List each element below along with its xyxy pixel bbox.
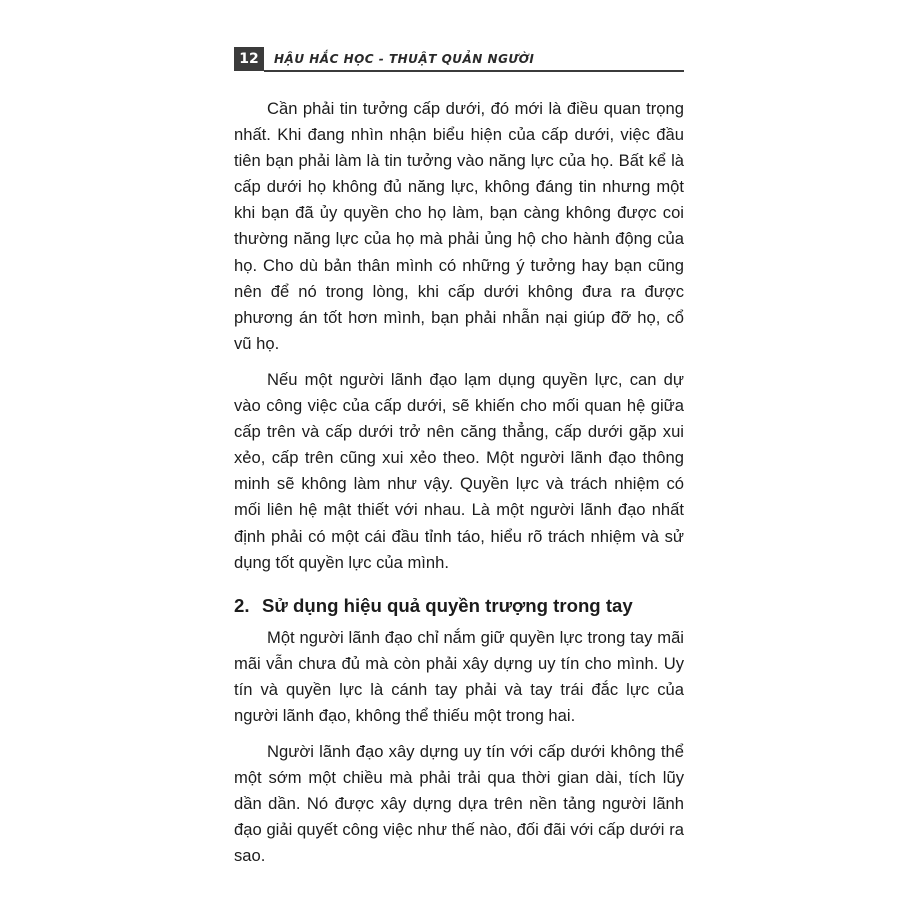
section-title: Sử dụng hiệu quả quyền trượng trong tay xyxy=(262,594,633,616)
paragraph-2: Nếu một người lãnh đạo lạm dụng quyền lực, can dự vào công việc của cấp dưới, sẽ khiến cho mối quan hệ giữa cấp trên và cấp dưới trở nên căng thẳng, cấp dưới gặp xui xẻo, cấp trên cũng xui xẻo theo. Một người lãnh đạo thông minh sẽ không làm như vậy. Quyền lực và trách nhiệm có mối liên hệ mật thiết với nhau. Là một người lãnh đạo nhất định phải có một cái đầu tỉnh táo, hiểu rõ trách nhiệm và sử dụng tốt quyền lực của mình. xyxy=(234,369,684,572)
running-header xyxy=(234,47,684,71)
page-number: 12 xyxy=(234,47,264,71)
page-body xyxy=(234,96,684,870)
header-rule xyxy=(264,70,684,72)
running-title: HẬU HẮC HỌC - THUẬT QUẢN NGƯỜI xyxy=(274,52,535,66)
paragraph-spacer xyxy=(234,357,684,367)
section-paragraph-1: Một người lãnh đạo chỉ nắm giữ quyền lực trong tay mãi mãi vẫn chưa đủ mà còn phải xây dựng uy tín cho mình. Uy tín và quyền lực là cánh tay phải và tay trái đắc lực của người lãnh đạo, không thể thiếu một trong hai. xyxy=(234,627,684,725)
section-paragraph-2: Người lãnh đạo xây dựng uy tín với cấp dưới không thể một sớm một chiều mà phải trải qua thời gian dài, tích lũy dần dần. Nó được xây dựng dựa trên nền tảng người lãnh đạo giải quyết công việc như thế nào, đối đãi với cấp dưới ra sao. xyxy=(234,742,684,866)
section-number: 2. xyxy=(234,594,250,616)
paragraph-spacer xyxy=(234,729,684,739)
paragraph-1: Cần phải tin tưởng cấp dưới, đó mới là điều quan trọng nhất. Khi đang nhìn nhận biểu hiện của cấp dưới, việc đầu tiên bạn phải làm là tin tưởng vào năng lực của họ. Bất kể là cấp dưới họ không đủ năng lực, không đáng tin nhưng một khi bạn đã ủy quyền cho họ làm, bạn càng không được coi thường năng lực của họ mà phải ủng hộ cho hành động của họ. Cho dù bản thân mình có những ý tưởng hay bạn cũng nên để nó trong lòng, khi cấp dưới không đưa ra được phương án tốt hơn mình, bạn phải nhẫn nại giúp đỡ họ, cổ vũ họ. xyxy=(234,99,684,353)
section-heading xyxy=(234,593,684,619)
